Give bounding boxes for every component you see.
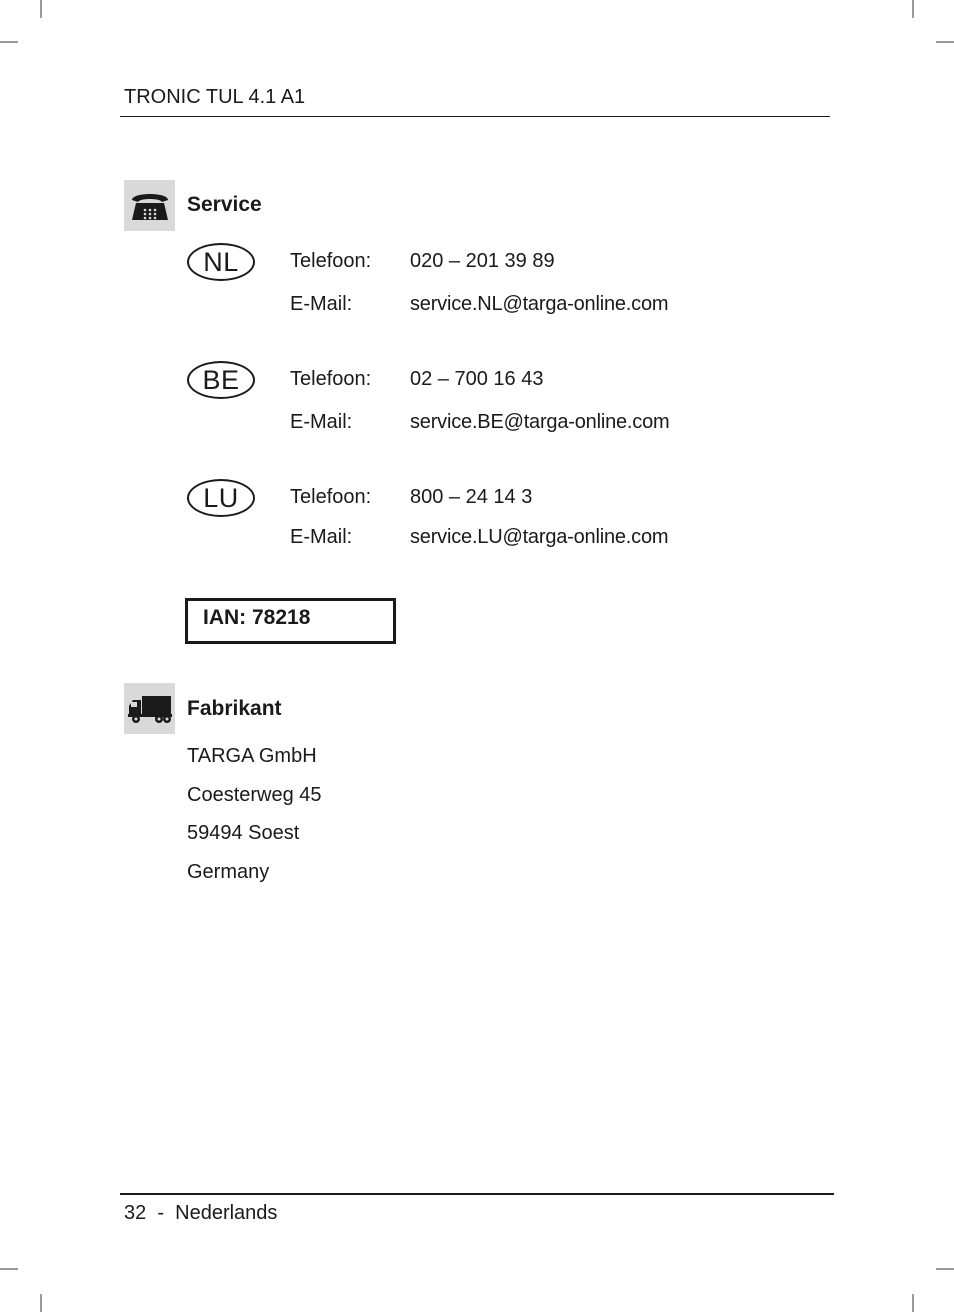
section-title-manufacturer: Fabrikant <box>187 697 282 720</box>
phone-label: Telefoon: <box>290 368 372 390</box>
page-footer: 32 - Nederlands <box>124 1202 278 1224</box>
address-country: Germany <box>187 861 270 883</box>
address-street: Coesterweg 45 <box>187 784 322 806</box>
phone-number-lu: 800 – 24 14 3 <box>410 486 533 508</box>
page-header-title: TRONIC TUL 4.1 A1 <box>124 86 306 108</box>
telephone-icon <box>124 180 175 231</box>
crop-mark <box>0 1268 18 1270</box>
crop-mark <box>0 41 18 43</box>
address-company: TARGA GmbH <box>187 745 317 767</box>
country-badge-nl: NL <box>187 243 255 281</box>
crop-mark <box>912 0 914 18</box>
email-label: E-Mail: <box>290 526 353 548</box>
email-lu[interactable]: service.LU@targa-online.com <box>410 526 669 548</box>
phone-number-be: 02 – 700 16 43 <box>410 368 544 390</box>
footer-rule <box>120 1193 834 1195</box>
section-title-service: Service <box>187 193 262 216</box>
truck-icon <box>124 683 175 734</box>
country-badge-be: BE <box>187 361 255 399</box>
crop-mark <box>936 41 954 43</box>
ian-box: IAN: 78218 <box>185 598 396 644</box>
email-nl[interactable]: service.NL@targa-online.com <box>410 293 669 315</box>
crop-mark <box>936 1268 954 1270</box>
phone-label: Telefoon: <box>290 250 372 272</box>
country-badge-lu: LU <box>187 479 255 517</box>
email-label: E-Mail: <box>290 293 353 315</box>
header-rule <box>120 116 830 117</box>
phone-number-nl: 020 – 201 39 89 <box>410 250 555 272</box>
email-be[interactable]: service.BE@targa-online.com <box>410 411 670 433</box>
crop-mark <box>912 1294 914 1312</box>
address-city: 59494 Soest <box>187 822 300 844</box>
crop-mark <box>40 1294 42 1312</box>
email-label: E-Mail: <box>290 411 353 433</box>
crop-mark <box>40 0 42 18</box>
phone-label: Telefoon: <box>290 486 372 508</box>
